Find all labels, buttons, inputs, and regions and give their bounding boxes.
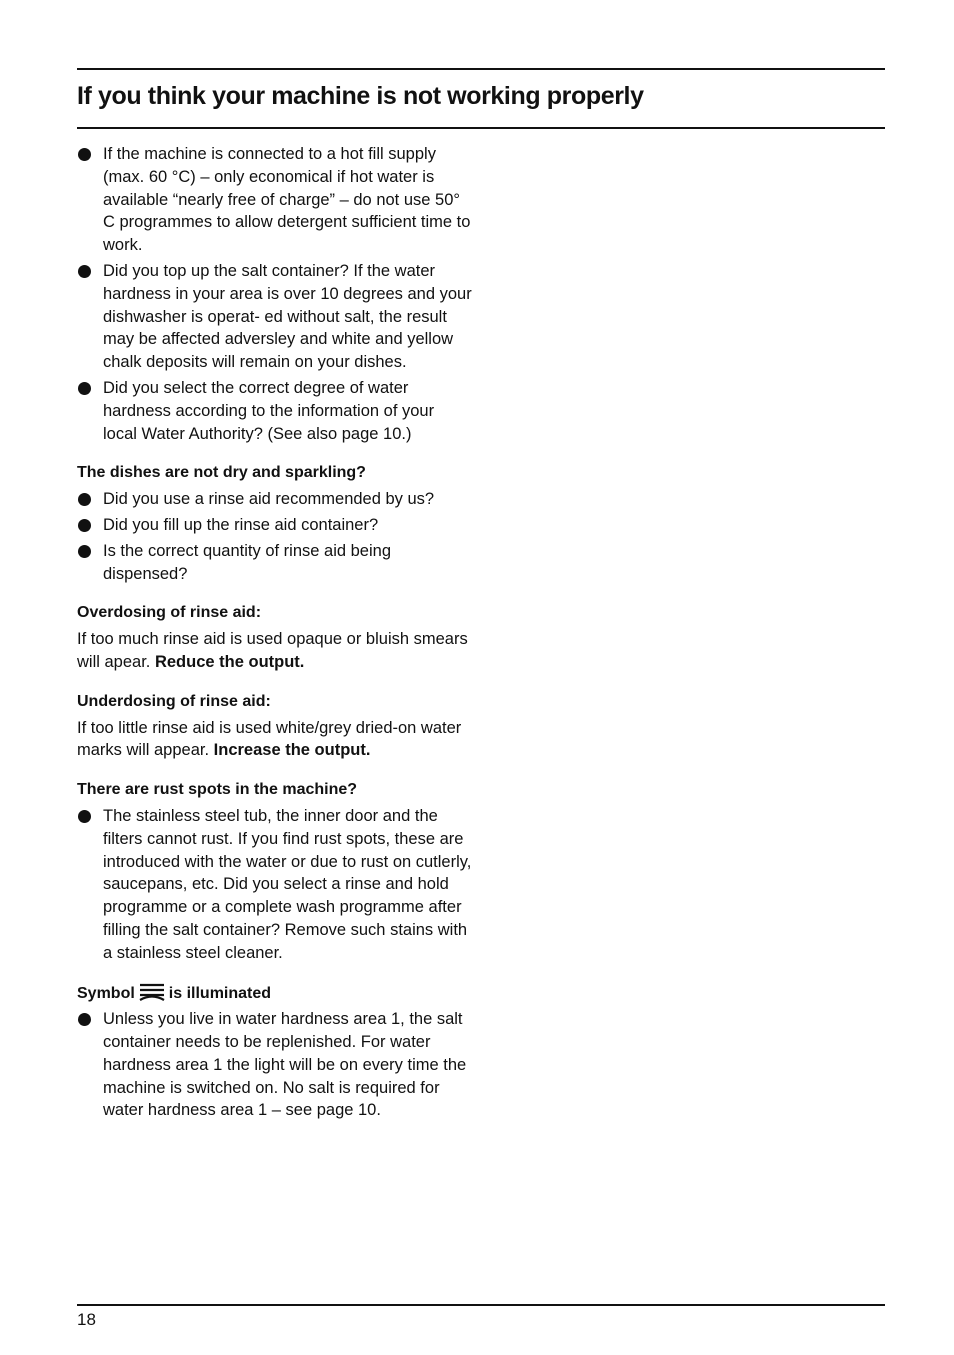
underdosing-paragraph <box>77 717 472 763</box>
bullet-text: Did you use a rinse aid recommended by us? <box>103 490 435 509</box>
symbol-heading-suffix: is illuminated <box>168 984 272 1002</box>
title-underline-rule <box>77 127 885 129</box>
underdosing-heading: Underdosing of rinse aid: <box>77 692 271 710</box>
symbol-list <box>77 1008 472 1122</box>
page-number: 18 <box>77 1310 96 1329</box>
symbol-heading <box>77 982 472 1006</box>
dishes-heading: The dishes are not dry and sparkling? <box>77 464 366 482</box>
list-item <box>77 514 472 537</box>
bullet-text: If the machine is connected to a hot fill supply (max. 60 °C) – only economical if hot water is available “nearly free of charge” – do not use 50° C programmes to allow detergent sufficient time to work. <box>103 145 471 255</box>
page-title: If you think your machine is not working properly <box>77 82 644 110</box>
list-item <box>77 488 472 511</box>
bullet-text: Did you select the correct degree of water hardness according to the information of your local Water Authority? (See also page 10.) <box>103 378 435 443</box>
bullet-text: Is the correct quantity of rinse aid being dispensed? <box>103 541 391 583</box>
salt-indicator-icon <box>137 982 167 1002</box>
bullet-text: The stainless steel tub, the inner door and the filters cannot rust. If you find rust spots, these are introduced with the water or due to rust on cutlerly, saucepans, etc. Did you select a rinse and hold programme or a complete wash programme after filling the salt container? Remove such stains with a stainless steel cleaner. <box>103 806 472 962</box>
bullet-icon <box>78 382 91 395</box>
bullet-icon <box>78 810 91 823</box>
bullet-text: Did you top up the salt container? If the water hardness in your area is over 10 degrees and your dishwasher is operat- ed without salt, the result may be affected adversley and white and yellow chalk deposits will remain on your dishes. <box>103 261 472 372</box>
bullet-text: Did you fill up the rinse aid container? <box>103 515 379 534</box>
bullet-icon <box>78 148 91 161</box>
overdosing-paragraph <box>77 628 472 674</box>
overdosing-heading: Overdosing of rinse aid: <box>77 604 262 622</box>
bullet-icon <box>78 1013 91 1026</box>
list-item <box>77 143 472 257</box>
overdosing-text: If too much rinse aid is used opaque or bluish smears will apear. <box>77 630 468 671</box>
list-item <box>77 805 472 965</box>
list-item <box>77 1008 472 1122</box>
bullet-text: Unless you live in water hardness area 1, the salt container needs to be replenished. For water hardness area 1 the light will be on every time the machine is switched on. No salt is required for water hardness area 1 – see page 10. <box>103 1010 467 1120</box>
bullet-icon <box>78 545 91 558</box>
troubleshooting-content <box>77 143 472 1125</box>
rust-list <box>77 805 472 965</box>
underdosing-text: If too little rinse aid is used white/grey dried-on water marks will appear. <box>77 718 462 760</box>
underdosing-emphasis: Increase the output. <box>213 741 371 760</box>
symbol-heading-prefix: Symbol <box>77 984 135 1002</box>
rust-heading: There are rust spots in the machine? <box>77 781 358 799</box>
bullet-icon <box>78 519 91 532</box>
list-item <box>77 540 472 586</box>
intro-list <box>77 143 472 445</box>
footer-rule <box>77 1304 885 1306</box>
list-item <box>77 377 472 445</box>
list-item <box>77 260 472 374</box>
bullet-icon <box>78 265 91 278</box>
overdosing-emphasis: Reduce the output. <box>154 652 305 671</box>
top-rule <box>77 68 885 70</box>
dishes-list <box>77 488 472 585</box>
bullet-icon <box>78 493 91 506</box>
